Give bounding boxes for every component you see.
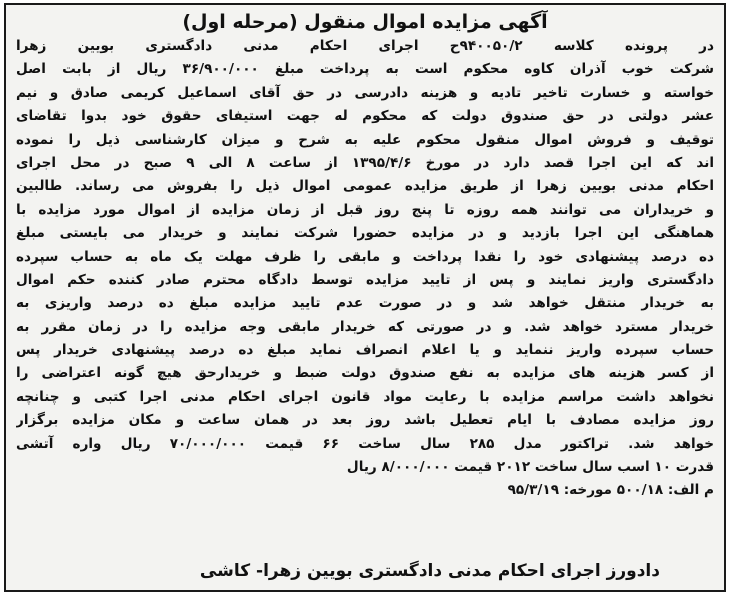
notice-line-16: نخواهد داشت مراسم مزایده با رعایت مواد قانون اجرای احکام مدنی اجرا کتبی و چنانچه: [16, 388, 714, 405]
notice-signature: دادورز اجرای احکام مدنی دادگستری بویین زهرا- کاشی: [199, 561, 660, 581]
notice-line-5: توقیف و فروش اموال منقول محکوم علیه به شرح و میزان کارشناسی ذیل را نموده: [16, 131, 714, 148]
notice-line-4: عشر دولتی در حق صندوق دولت که محکوم له جهت استیفای حقوق خود بدوا تقاضای: [16, 108, 714, 125]
notice-line-9: هماهنگی این اجرا بازدید و در مزایده حضورا شرکت نمایند و خریدار می بایستی مبلغ: [16, 225, 714, 242]
notice-reference: م الف: ۵۰۰/۱۸ مورخه: ۹۵/۳/۱۹: [507, 482, 714, 499]
notice-body: [6, 35, 724, 479]
notice-line-2: شرکت خوب آذران کاوه محکوم است به پرداخت مبلغ ۳۶/۹۰۰/۰۰۰ ریال از بابت اصل: [16, 61, 714, 78]
notice-line-12: به خریدار منتقل خواهد شد و در صورت عدم تایید مزایده مبلغ ده درصد واریزی به: [16, 295, 714, 312]
notice-line-13: خریدار مسترد خواهد شد. و در صورتی که خریدار مابقی وجه مزایده را در زمان مقرر به: [16, 318, 714, 335]
notice-line-17: روز مزایده مصادف با ایام تعطیل باشد روز بعد در همان ساعت و مکان مزایده برگزار: [16, 412, 714, 429]
auction-notice: [4, 3, 726, 592]
notice-line-14: حساب سپرده واریز ننماید و یا اعلام انصراف نماید مبلغ ده درصد پیشنهادی خریدار پس: [16, 342, 714, 359]
notice-line-6: اند که این اجرا قصد دارد در مورخ ۱۳۹۵/۴/۶ از ساعت ۸ الی ۹ صبح در محل اجرای: [16, 154, 714, 171]
notice-line-11: دادگستری واریز نمایند و پس از تایید مزایده توسط دادگاه محترم صادر کننده حکم اموال: [16, 271, 714, 288]
notice-line-15: از کسر هزینه های مزایده به نفع صندوق دولت ضبط و خریدارحق هیچ گونه اعتراضی را: [16, 365, 714, 382]
notice-line-18: خواهد شد. تراکتور مدل ۲۸۵ سال ساخت ۶۶ قیمت ۷۰/۰۰۰/۰۰۰ ریال واره آتشی: [16, 435, 714, 452]
notice-title: آگهی مزایده اموال منقول (مرحله اول): [182, 11, 548, 33]
notice-line-1: در پرونده کلاسه ۹۴۰۰۵۰/۲ح اجرای احکام مدنی دادگستری بویین زهرا: [16, 38, 714, 54]
notice-line-10: ده درصد پیشنهادی خود را نقدا پرداخت و مابقی را ظرف مهلت یک ماه به حساب سپرده: [16, 248, 714, 265]
notice-line-8: و خریداران می توانند همه روزه تا پنج روز قبل از زمان مزایده از اموال مورد مزایده با: [16, 201, 714, 218]
notice-line-3: خواسته و خسارت تاخیر تادیه و هزینه دادرسی در حق آقای اسماعیل کریمی صادق و نیم: [16, 84, 714, 101]
notice-line-19: قدرت ۱۰ اسب سال ساخت ۲۰۱۲ قیمت ۸/۰۰۰/۰۰۰ ریال: [346, 459, 714, 476]
notice-line-7: احکام مدنی بویین زهرا از طریق مزایده عمومی اموال ذیل را بفروش می رساند. طالبین: [16, 178, 714, 195]
